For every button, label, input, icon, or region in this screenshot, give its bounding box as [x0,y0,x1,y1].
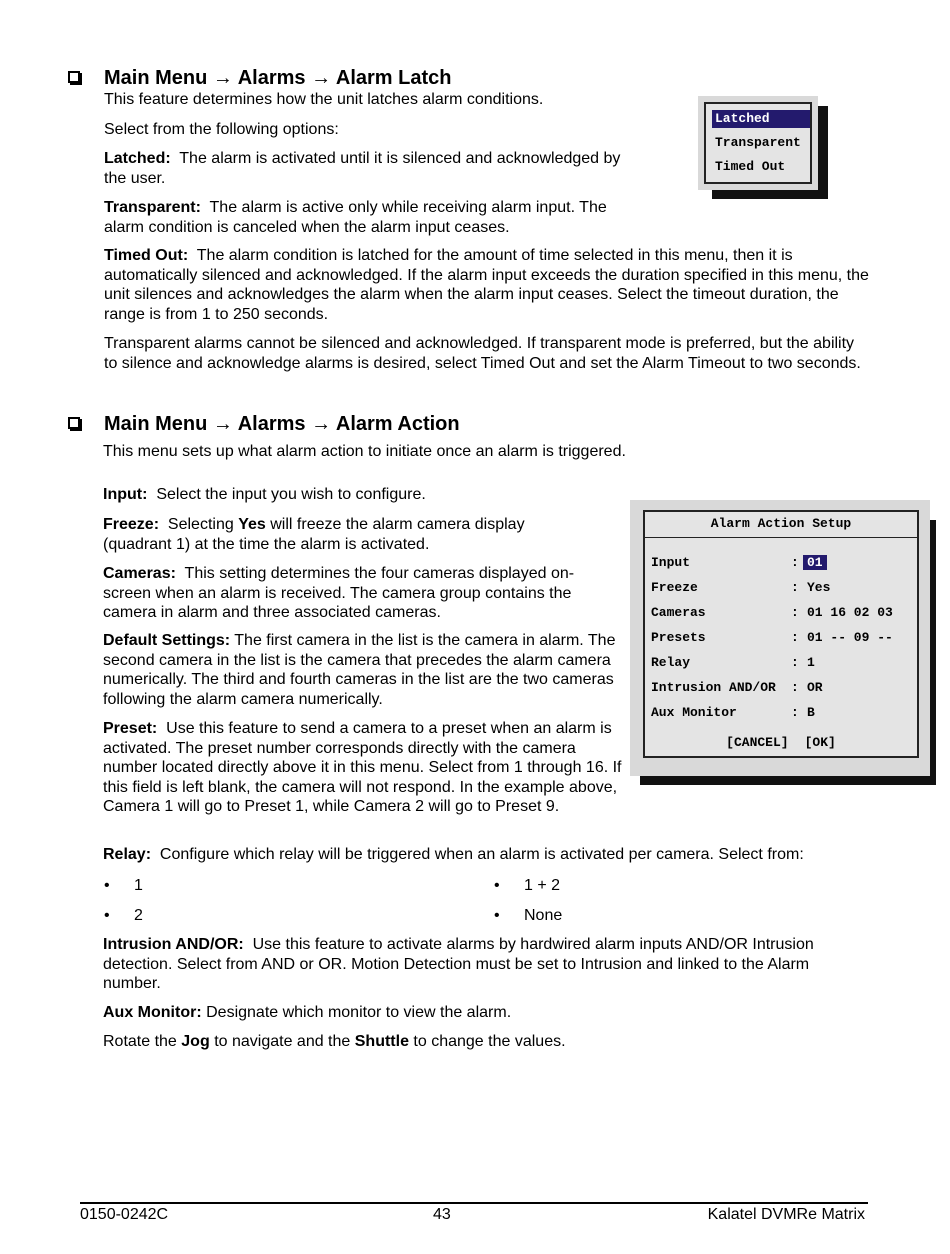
transparent-definition: Transparent: The alarm is active only while receiving alarm input. The alarm condition is canceled when the alarm input ceases. [104,199,607,236]
setup-row-presets-label: Presets [651,630,706,645]
bullet-icon: • [104,877,110,894]
relay-option: 1 + 2 [524,877,561,894]
relay-option: None [524,907,563,924]
setup-menu-buttons [645,735,917,750]
colon: : [791,580,799,595]
checkbox-bullet-icon [68,71,80,83]
setup-row-input-label: Input [651,555,691,570]
freeze-definition: Freeze: Selecting Yes will freeze the alarm camera display (quadrant 1) at the time the alarm is activated. [103,516,525,553]
latch-option-transparent[interactable]: Transparent [715,135,801,150]
relay-option: 2 [134,907,143,924]
relay-option: 1 [134,877,143,894]
setup-row-aux-monitor-label: Aux Monitor [651,705,737,720]
bullet-icon: • [494,877,500,894]
setup-row-cameras-label: Cameras [651,605,706,620]
latch-select-text: Select from the following options: [104,121,339,138]
intrusion-definition: Intrusion AND/OR: Use this feature to activate alarms by hardwired alarm inputs AND/OR Intrusion detection. Select from AND or OR. Motion Detection must be set to Intrusion and linked to the Alarm number. [103,936,814,992]
footer-doc-number: 0150-0242C [80,1206,169,1223]
setup-row-freeze-label: Freeze [651,580,698,595]
setup-row-input-value[interactable]: 01 [803,555,827,570]
preset-definition: Preset: Use this feature to send a camera to a preset when an alarm is activated. The preset number corresponds directly with the camera number located directly above it in this menu. Select from 1 through 16. If this field is left blank, the camera will not respond. In the example above, Camera 1 will go to Preset 1, while Camera 2 will go to Preset 9. [103,720,622,815]
colon: : [791,655,799,670]
setup-row-aux-monitor-value[interactable]: B [807,705,815,720]
latch-option-timed-out[interactable]: Timed Out [715,159,786,174]
latch-option-latched[interactable]: Latched [712,110,810,128]
checkbox-bullet-icon [68,417,80,429]
aux-monitor-definition: Aux Monitor: Designate which monitor to view the alarm. [103,1004,512,1021]
colon: : [791,630,799,645]
default-settings-definition: Default Settings: The first camera in the list is the camera in alarm. The second camera in the list is the camera that precedes the alarm camera numerically. The third and fourth cameras in the list are the two cameras following the alarm camera numerically. [103,632,616,708]
ok-button[interactable]: [OK] [804,735,836,750]
latch-menu-list [704,102,812,184]
section-heading-alarm-action: Main Menu → Alarms → Alarm Action [68,412,460,436]
footer-page-number: 43 [433,1206,451,1223]
jog-shuttle-instructions: Rotate the Jog to navigate and the Shuttle to change the values. [103,1033,566,1050]
latch-intro: This feature determines how the unit latches alarm conditions. [104,91,544,108]
cancel-button[interactable]: [CANCEL] [726,735,789,750]
colon: : [791,705,799,720]
colon: : [791,605,799,620]
colon: : [791,680,799,695]
relay-definition: Relay: Configure which relay will be triggered when an alarm is activated per camera. Select from: [103,846,804,863]
alarm-action-setup-panel [643,510,919,758]
section-heading-alarm-latch: Main Menu → Alarms → Alarm Latch [68,66,451,90]
bullet-icon: • [104,907,110,924]
bullet-icon: • [494,907,500,924]
setup-row-cameras-value[interactable]: 01 16 02 03 [807,605,893,620]
setup-row-freeze-value[interactable]: Yes [807,580,831,595]
setup-row-presets-value[interactable]: 01 -- 09 -- [807,630,893,645]
colon: : [791,555,799,570]
setup-row-intrusion-label: Intrusion AND/OR [651,680,776,695]
footer-divider [80,1202,868,1204]
setup-row-relay-label: Relay [651,655,691,670]
latched-definition: Latched: The alarm is activated until it is silenced and acknowledged by the user. [104,150,621,187]
input-definition: Input: Select the input you wish to configure. [103,486,426,503]
setup-row-relay-value[interactable]: 1 [807,655,815,670]
action-intro: This menu sets up what alarm action to initiate once an alarm is triggered. [103,443,626,460]
timedout-definition: Timed Out: The alarm condition is latched for the amount of time selected in this menu, then it is automatically silenced and acknowledged. If the alarm input exceeds the duration specified in this menu, the unit silences and acknowledges the alarm when the alarm input ceases. Select the timeout duration, the range is from 1 to 250 seconds. [104,247,869,323]
setup-menu-title: Alarm Action Setup [710,516,852,531]
cameras-definition: Cameras: This setting determines the four cameras displayed on-screen when an alarm is received. The camera group contains the camera in alarm and three associated cameras. [103,565,575,621]
setup-row-intrusion-value[interactable]: OR [807,680,823,695]
setup-menu-divider [645,537,917,538]
transparent-note: Transparent alarms cannot be silenced and acknowledged. If transparent mode is preferred, but the ability to silence and acknowledge alarms is desired, select Timed Out and set the Alarm Timeout to two seconds. [104,335,861,372]
footer-product-name: Kalatel DVMRe Matrix [707,1206,865,1223]
